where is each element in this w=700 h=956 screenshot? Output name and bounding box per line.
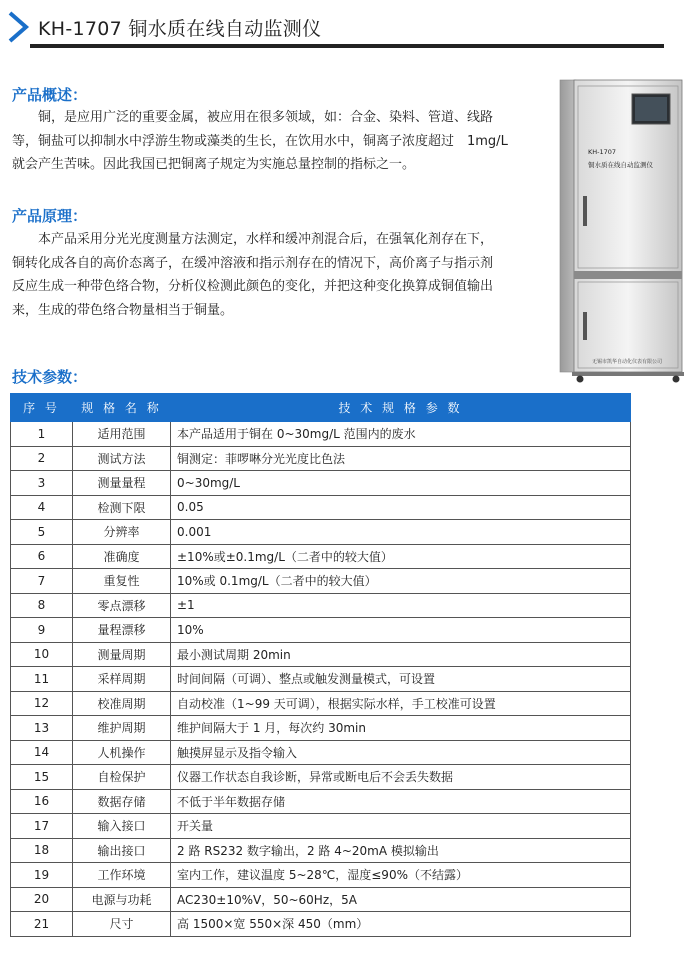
row-number: 7	[11, 569, 73, 594]
spec-name: 采样周期	[73, 667, 171, 692]
spec-name: 输入接口	[73, 814, 171, 839]
table-row	[11, 446, 631, 471]
spec-name: 尺寸	[73, 912, 171, 937]
spec-value: 维护间隔大于 1 月，每次约 30min	[171, 716, 631, 741]
spec-value: 0.05	[171, 495, 631, 520]
spec-name: 适用范围	[73, 422, 171, 447]
principle-line: 铜转化成各自的高价态离子，在缓冲溶液和指示剂存在的情况下，高价离子与指示剂	[12, 255, 494, 271]
row-number: 8	[11, 593, 73, 618]
principle-paragraph	[12, 228, 542, 322]
table-row	[11, 471, 631, 496]
spec-name: 量程漂移	[73, 618, 171, 643]
row-number: 5	[11, 520, 73, 545]
row-number: 11	[11, 667, 73, 692]
spec-value: 铜测定：菲啰啉分光光度比色法	[171, 446, 631, 471]
spec-value: ±1	[171, 593, 631, 618]
spec-name: 数据存储	[73, 789, 171, 814]
principle-line: 本产品采用分光光度测量方法测定，水样和缓冲剂混合后，在强氧化剂存在下，	[38, 232, 494, 247]
spec-name: 准确度	[73, 544, 171, 569]
row-number: 2	[11, 446, 73, 471]
table-row	[11, 667, 631, 692]
row-number: 16	[11, 789, 73, 814]
spec-name: 测量周期	[73, 642, 171, 667]
row-number: 12	[11, 691, 73, 716]
table-row	[11, 887, 631, 912]
spec-name: 自检保护	[73, 765, 171, 790]
spec-value: 仪器工作状态自我诊断，异常或断电后不会丢失数据	[171, 765, 631, 790]
table-row	[11, 740, 631, 765]
overview-heading: 产品概述：	[12, 86, 88, 104]
spec-value: 0~30mg/L	[171, 471, 631, 496]
spec-name: 校准周期	[73, 691, 171, 716]
spec-value: 10%	[171, 618, 631, 643]
spec-name: 电源与功耗	[73, 887, 171, 912]
overview-paragraph	[12, 106, 542, 177]
overview-line: 等，铜盐可以抑制水中浮游生物或藻类的生长，在饮用水中，铜离子浓度超过 1mg/L	[12, 133, 508, 149]
row-number: 9	[11, 618, 73, 643]
spec-name: 维护周期	[73, 716, 171, 741]
row-number: 21	[11, 912, 73, 937]
spec-table-header	[11, 394, 631, 422]
device-cabinet-image	[554, 78, 688, 383]
table-row	[11, 593, 631, 618]
spec-value: 高 1500×宽 550×深 450（mm）	[171, 912, 631, 937]
row-number: 3	[11, 471, 73, 496]
principle-line: 来，生成的带色络合物量相当于铜量。	[12, 302, 234, 318]
spec-value: AC230±10%V，50~60Hz，5A	[171, 887, 631, 912]
spec-name: 重复性	[73, 569, 171, 594]
row-number: 15	[11, 765, 73, 790]
spec-name: 测试方法	[73, 446, 171, 471]
page-header	[0, 0, 700, 56]
row-number: 10	[11, 642, 73, 667]
col-header-value: 技 术 规 格 参 数	[171, 394, 631, 422]
row-number: 1	[11, 422, 73, 447]
device-company-label: 无锡市凯华自动化仪表有限公司	[592, 359, 663, 365]
col-header-no: 序 号	[11, 394, 73, 422]
specs-heading: 技术参数：	[12, 368, 88, 386]
table-row	[11, 863, 631, 888]
table-row	[11, 642, 631, 667]
table-row	[11, 691, 631, 716]
row-number: 19	[11, 863, 73, 888]
spec-table	[10, 393, 631, 937]
table-row	[11, 618, 631, 643]
table-row	[11, 838, 631, 863]
row-number: 18	[11, 838, 73, 863]
spec-value: 10%或 0.1mg/L（二者中的较大值）	[171, 569, 631, 594]
chevron-right-icon	[6, 10, 32, 44]
col-header-name: 规 格 名 称	[73, 394, 171, 422]
spec-name: 测量量程	[73, 471, 171, 496]
principle-heading: 产品原理：	[12, 207, 88, 225]
overview-line: 铜，是应用广泛的重要金属，被应用在很多领域，如：合金、染料、管道、线路	[38, 110, 494, 125]
spec-value: 2 路 RS232 数字输出，2 路 4~20mA 模拟输出	[171, 838, 631, 863]
table-row	[11, 789, 631, 814]
table-row	[11, 544, 631, 569]
table-row	[11, 765, 631, 790]
spec-value: 开关量	[171, 814, 631, 839]
row-number: 14	[11, 740, 73, 765]
device-name-label: 铜水质在线自动监测仪	[588, 161, 653, 169]
spec-name: 人机操作	[73, 740, 171, 765]
spec-value: ±10%或±0.1mg/L（二者中的较大值）	[171, 544, 631, 569]
row-number: 6	[11, 544, 73, 569]
row-number: 20	[11, 887, 73, 912]
page-title: KH-1707 铜水质在线自动监测仪	[38, 18, 322, 40]
spec-value: 不低于半年数据存储	[171, 789, 631, 814]
table-row	[11, 814, 631, 839]
spec-value: 自动校准（1~99 天可调），根据实际水样，手工校准可设置	[171, 691, 631, 716]
spec-value: 0.001	[171, 520, 631, 545]
table-row	[11, 422, 631, 447]
table-row	[11, 569, 631, 594]
spec-name: 工作环境	[73, 863, 171, 888]
spec-name: 零点漂移	[73, 593, 171, 618]
principle-line: 反应生成一种带色络合物，分析仪检测此颜色的变化，并把这种变化换算成铜值输出	[12, 279, 494, 294]
spec-value: 本产品适用于铜在 0~30mg/L 范围内的废水	[171, 422, 631, 447]
overview-line: 就会产生苦味。因此我国已把铜离子规定为实施总量控制的指标之一。	[12, 157, 416, 172]
spec-value: 室内工作，建议温度 5~28℃，湿度≤90%（不结露）	[171, 863, 631, 888]
device-model-label: KH-1707	[588, 148, 617, 156]
spec-name: 检测下限	[73, 495, 171, 520]
table-row	[11, 912, 631, 937]
table-row	[11, 520, 631, 545]
row-number: 17	[11, 814, 73, 839]
spec-name: 输出接口	[73, 838, 171, 863]
spec-value: 触摸屏显示及指令输入	[171, 740, 631, 765]
row-number: 13	[11, 716, 73, 741]
table-row	[11, 495, 631, 520]
title-divider	[30, 44, 664, 48]
row-number: 4	[11, 495, 73, 520]
spec-name: 分辨率	[73, 520, 171, 545]
spec-value: 最小测试周期 20min	[171, 642, 631, 667]
spec-value: 时间间隔（可调）、整点或触发测量模式，可设置	[171, 667, 631, 692]
table-row	[11, 716, 631, 741]
